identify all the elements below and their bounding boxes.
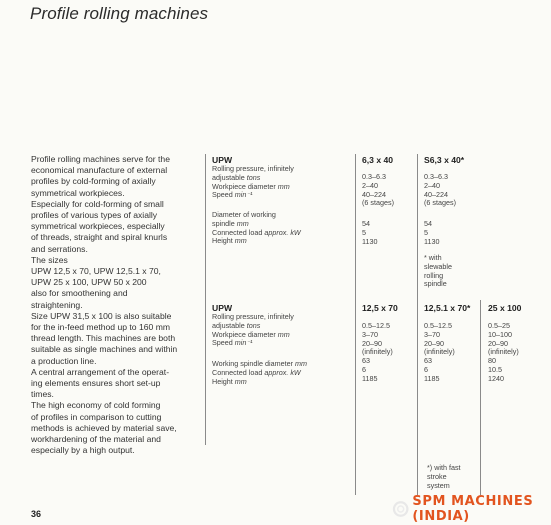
table1-col1-values-2: 54 5 1130 bbox=[362, 219, 378, 246]
intro-line: symmetrical workpieces, especially bbox=[31, 221, 165, 232]
intro-line: The sizes bbox=[31, 254, 68, 265]
intro-line: a production line. bbox=[31, 355, 97, 366]
intro-line: UPW 12,5 x 70, UPW 12,5.1 x 70, bbox=[31, 266, 161, 277]
table1-col2-values-2: 54 5 1130 bbox=[424, 219, 440, 246]
column-divider-2 bbox=[355, 154, 356, 495]
intro-line: profiles of various types of axially bbox=[31, 210, 158, 221]
intro-line: Profile rolling machines serve for the bbox=[31, 154, 170, 164]
table2-col3-header: 25 x 100 bbox=[488, 303, 522, 313]
intro-line: and serrations. bbox=[31, 243, 88, 254]
intro-line: A central arrangement of the operat- bbox=[31, 366, 170, 377]
watermark-text: SPM MACHINES (INDIA) bbox=[412, 494, 534, 524]
table2-col2-values: 0.5–12.5 3–70 20–90 (infinitely) 63 6 1185 bbox=[424, 321, 455, 383]
intro-line: suitable as single machines and within bbox=[31, 344, 178, 355]
intro-text bbox=[31, 154, 207, 456]
intro-line: of threads, straight and spiral knurls bbox=[31, 232, 168, 243]
table1-col1-values: 0.3–6.3 2–40 40–224 (6 stages) bbox=[362, 172, 394, 208]
watermark bbox=[391, 496, 549, 522]
intro-line: of profiles in comparison to cutting bbox=[31, 411, 162, 422]
intro-line: profiles by cold-forming of axially bbox=[31, 176, 156, 187]
column-divider-3 bbox=[417, 154, 418, 495]
table1-model: UPW bbox=[212, 155, 233, 165]
table1-col2-header: S6,3 x 40* bbox=[424, 155, 465, 165]
table2-col3-values: 0.5–25 10–100 20–90 (infinitely) 80 10.5 1240 bbox=[488, 321, 519, 383]
intro-line: The high economy of cold forming bbox=[31, 400, 161, 411]
table2-col2-note: *) with fast stroke system bbox=[427, 463, 461, 490]
intro-line: UPW 25 x 100, UPW 50 x 200 bbox=[31, 277, 147, 288]
intro-line: methods is achieved by material save, bbox=[31, 422, 177, 433]
intro-line: workhardening of the material and bbox=[31, 434, 161, 445]
table1-labels-2: Diameter of working spindle mm Connected load approx. kW Height mm bbox=[212, 210, 301, 246]
intro-line: Size UPW 31,5 x 100 is also suitable bbox=[31, 310, 172, 321]
page-title: Profile rolling machines bbox=[30, 4, 209, 23]
table2-col1-values: 0.5–12.5 3–70 20–90 (infinitely) 63 6 1185 bbox=[362, 321, 393, 383]
table1-labels: Rolling pressure, infinitely adjustable tons Workpiece diameter mm Speed min⁻¹ bbox=[212, 164, 294, 200]
table2-labels-2: Working spindle diameter mm Connected load approx. kW Height mm bbox=[212, 359, 307, 386]
column-divider-4 bbox=[480, 300, 481, 495]
table2-labels: Rolling pressure, infinitely adjustable tons Workpiece diameter mm Speed min⁻¹ bbox=[212, 312, 294, 348]
gear-logo-icon bbox=[391, 496, 410, 522]
column-divider-1 bbox=[205, 154, 206, 445]
table2-model: UPW bbox=[212, 303, 233, 313]
intro-line: thread length. This machines are both bbox=[31, 333, 176, 344]
intro-line: Especially for cold-forming of small bbox=[31, 198, 164, 209]
page-number: 36 bbox=[31, 509, 42, 519]
intro-line: for the in-feed method up to 160 mm bbox=[31, 322, 171, 333]
intro-line: economical manufacture of external bbox=[31, 165, 168, 176]
intro-line: especially by a high output. bbox=[31, 445, 135, 456]
intro-line: straightening. bbox=[31, 299, 83, 310]
table1-col1-header: 6,3 x 40 bbox=[362, 155, 394, 165]
intro-line: times. bbox=[31, 389, 54, 400]
table1-col2-note: * with slewable rolling spindle bbox=[424, 253, 452, 289]
table2-col1-header: 12,5 x 70 bbox=[362, 303, 398, 313]
intro-line: ing elements ensures short set-up bbox=[31, 378, 161, 389]
intro-line: symmetrical workpieces. bbox=[31, 187, 125, 198]
intro-line: also for smoothening and bbox=[31, 288, 128, 299]
table2-col2-header: 12,5.1 x 70* bbox=[424, 303, 471, 313]
table1-col2-values: 0.3–6.3 2–40 40–224 (6 stages) bbox=[424, 172, 456, 208]
